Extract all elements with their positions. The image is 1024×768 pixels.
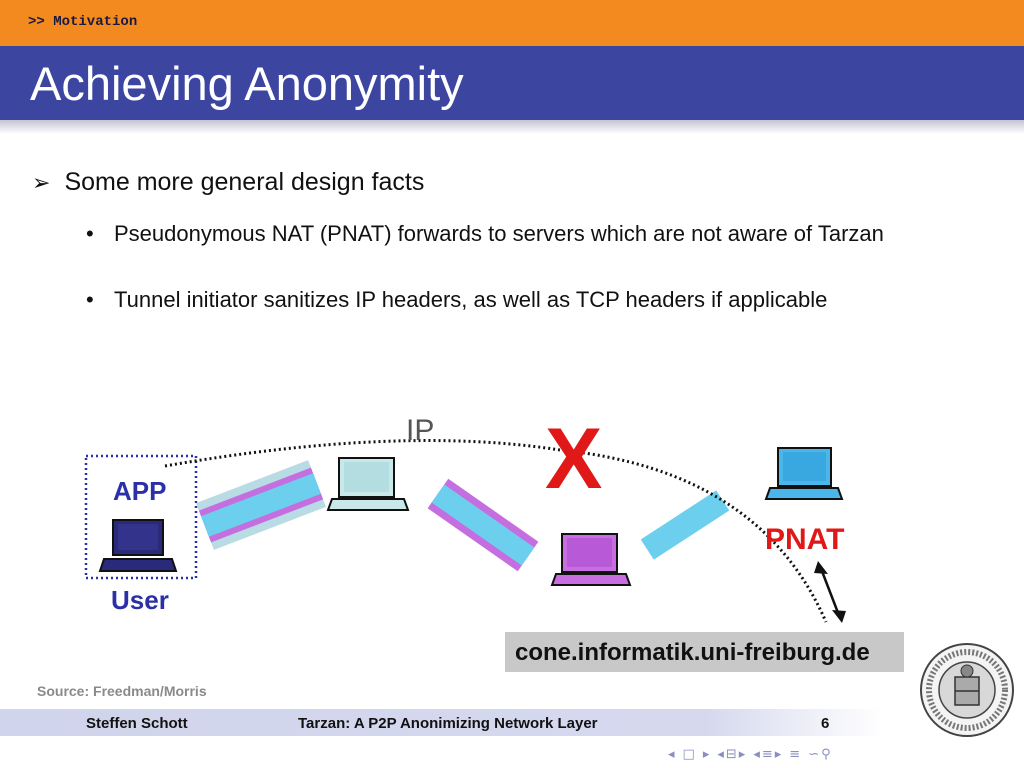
bullet-dot-icon: • (86, 287, 94, 312)
source-note: Source: Freedman/Morris (37, 683, 207, 699)
blocked-x-mark: X (545, 411, 603, 507)
user-laptop-icon (100, 520, 176, 571)
tunnel-2 (428, 479, 539, 572)
bullet-dot-icon: • (86, 221, 94, 246)
page-number: 6 (821, 715, 830, 732)
footer-author: Steffen Schott (86, 715, 188, 732)
university-seal-logo (919, 641, 1015, 739)
section-icon[interactable]: ◂⊟▸ (717, 747, 748, 762)
footer-bar (0, 709, 884, 736)
server-url-box (505, 632, 904, 672)
relay-laptop-icon (552, 534, 630, 585)
pnat-label: PNAT (765, 523, 845, 556)
tunnel-1 (196, 460, 326, 550)
main-bullet-text: Some more general design facts (64, 168, 425, 196)
app-label: APP (113, 476, 167, 506)
footer-title: Tarzan: A P2P Anonimizing Network Layer (298, 715, 598, 732)
slide-title: Achieving Anonymity (30, 57, 464, 110)
arrow-bullet-icon: ➢ (32, 170, 51, 195)
prev-icon[interactable]: ◂ (668, 747, 677, 762)
tunnel-3 (641, 490, 730, 559)
pnat-laptop-icon (766, 448, 842, 499)
beamer-nav (668, 747, 833, 762)
section-title: >> Motivation (28, 14, 138, 30)
frame-icon[interactable]: □ (682, 747, 697, 762)
sub-bullet-text: Pseudonymous NAT (PNAT) forwards to servers which are not aware of Tarzan (114, 221, 884, 246)
user-label: User (111, 585, 169, 615)
align-icon[interactable]: ≡ (789, 747, 803, 762)
relay-laptop-icon (328, 458, 408, 510)
next-icon[interactable]: ▸ (702, 747, 712, 762)
server-url: cone.informatik.uni-freiburg.de (515, 639, 870, 666)
ip-label: IP (406, 414, 435, 447)
search-icon[interactable]: ∽⚲ (808, 747, 833, 762)
pnat-arrow (820, 566, 840, 618)
subsection-icon[interactable]: ◂≡▸ (753, 747, 784, 762)
sub-bullet-text: Tunnel initiator sanitizes IP headers, as well as TCP headers if applicable (114, 287, 828, 312)
